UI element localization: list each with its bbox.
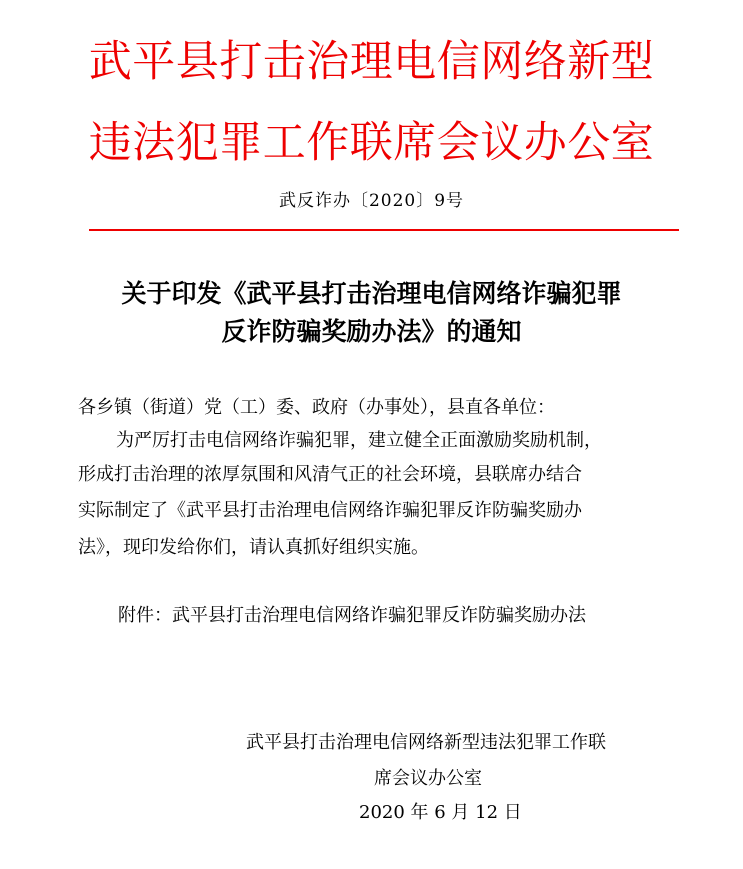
paragraph-line-2: 形成打击治理的浓厚氛围和风清气正的社会环境，县联席办结合 xyxy=(78,464,582,485)
header-red-divider xyxy=(89,229,679,231)
notice-title-line-2: 反诈防骗奖励办法》的通知 xyxy=(221,317,522,346)
issuing-office-title-line-1: 武平县打击治理电信网络新型 xyxy=(88,37,655,87)
attachment-note: 附件：武平县打击治理电信网络诈骗犯罪反诈防骗奖励办法 xyxy=(118,605,586,626)
paragraph-line-3: 实际制定了《武平县打击治理电信网络诈骗犯罪反诈防骗奖励办 xyxy=(78,500,582,521)
paragraph-line-1: 为严厉打击电信网络诈骗犯罪，建立健全正面激励奖励机制， xyxy=(116,430,602,451)
salutation: 各乡镇（街道）党（工）委、政府（办事处），县直各单位： xyxy=(78,397,555,418)
signature-org-line-1: 武平县打击治理电信网络新型违法犯罪工作联 xyxy=(246,732,606,753)
paragraph-line-4: 法》，现印发给你们，请认真抓好组织实施。 xyxy=(78,537,429,558)
notice-title-line-1: 关于印发《武平县打击治理电信网络诈骗犯罪 xyxy=(121,279,622,308)
issuing-office-title-line-2: 违法犯罪工作联席会议办公室 xyxy=(88,118,655,168)
signature-org-line-2: 席会议办公室 xyxy=(374,768,482,789)
signature-date: 2020 年 6 月 12 日 xyxy=(359,802,522,823)
document-number: 武反诈办〔2020〕9号 xyxy=(278,191,465,211)
